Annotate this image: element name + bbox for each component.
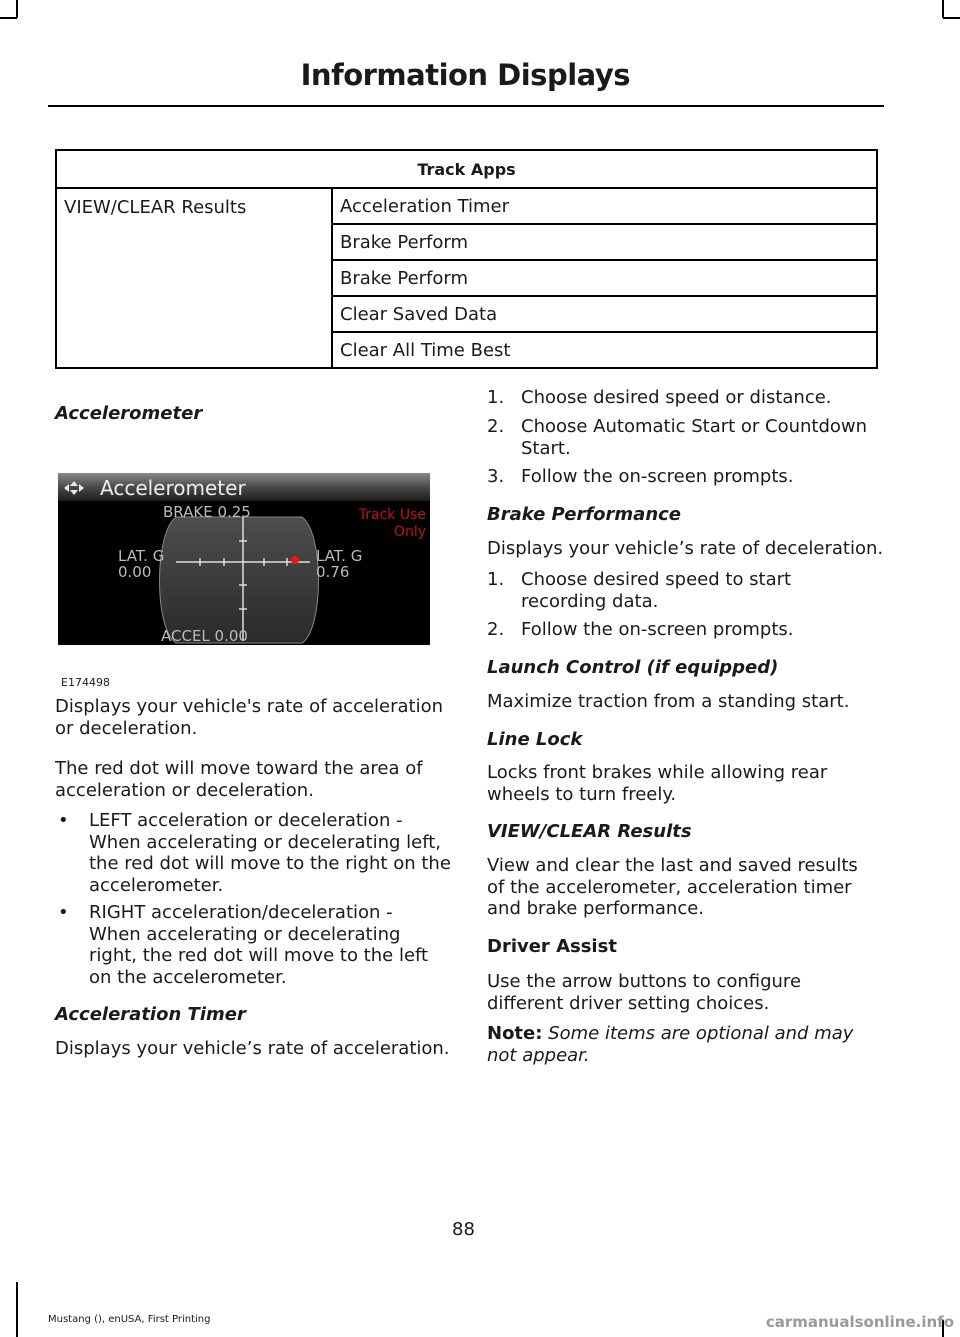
text-line: Displays your vehicle's rate of acceleration	[55, 696, 444, 717]
text-line: the red dot will move to the right on the	[89, 853, 451, 874]
page-title: Information Displays	[300, 58, 630, 92]
track-apps-table	[55, 149, 878, 369]
accelerometer-screenshot	[58, 473, 430, 645]
table-cell: Brake Perform	[332, 224, 877, 260]
table-cell: Acceleration Timer	[332, 188, 877, 224]
text-line: Start.	[521, 437, 571, 459]
note-label: Note:	[487, 1023, 543, 1044]
section-heading: Accelerometer	[55, 403, 203, 424]
crop-mark	[943, 17, 960, 19]
table-left-cell: VIEW/CLEAR Results	[56, 188, 332, 368]
text-line: The red dot will move toward the area of	[55, 758, 423, 779]
text-line: Choose Automatic Start or Countdown	[521, 416, 868, 437]
figure-code: E174498	[61, 676, 110, 689]
note-text: not appear.	[487, 1044, 590, 1066]
table-title: Track Apps	[56, 150, 877, 188]
step-number: 2.	[487, 416, 505, 437]
text-line: or deceleration.	[55, 717, 198, 739]
table-cell: Brake Perform	[332, 260, 877, 296]
text-line: When accelerating or decelerating left,	[89, 831, 442, 853]
text-line: Use the arrow buttons to configure	[487, 971, 802, 992]
red-dot-icon	[291, 556, 299, 564]
paragraph	[55, 696, 443, 739]
paragraph	[487, 971, 801, 1014]
page-number: 88	[452, 1219, 475, 1240]
text-line	[487, 1045, 853, 1067]
section-heading: Brake Performance	[487, 504, 682, 525]
text-line: right, the red dot will move to the left	[89, 945, 429, 966]
section-heading: Driver Assist	[487, 936, 617, 957]
note-text: Some items are optional and may	[542, 1023, 854, 1044]
text-line: different driver setting choices.	[487, 992, 770, 1014]
step-number: 1.	[487, 387, 505, 408]
crop-mark	[16, 1282, 18, 1337]
lat-g-left-label: LAT. G	[118, 547, 165, 565]
crop-mark	[942, 0, 944, 18]
text-line: Choose desired speed to start	[521, 569, 792, 590]
text-line: View and clear the last and saved results	[487, 855, 858, 876]
paragraph	[487, 855, 858, 920]
track-use-label: Only	[393, 524, 426, 540]
accel-readout: ACCEL 0.00	[161, 627, 248, 645]
bullet: •	[58, 810, 69, 831]
list-item	[89, 902, 428, 988]
text-line: wheels to turn freely.	[487, 783, 677, 805]
header-divider	[48, 105, 884, 107]
crop-mark	[0, 17, 17, 19]
text-line: on the accelerometer.	[89, 966, 287, 988]
text-line: recording data.	[521, 590, 659, 612]
list-item	[521, 569, 791, 612]
step-number: 1.	[487, 569, 505, 590]
paragraph	[55, 758, 423, 801]
accelerometer-display	[58, 473, 430, 645]
list-item: Follow the on-screen prompts.	[521, 466, 794, 487]
lat-g-right-label: LAT. G	[316, 547, 363, 565]
text-line	[487, 1023, 853, 1045]
section-heading: VIEW/CLEAR Results	[487, 821, 692, 842]
paragraph	[487, 762, 827, 805]
text-line: Locks front brakes while allowing rear	[487, 762, 828, 783]
list-item	[521, 416, 867, 459]
bullet: •	[58, 902, 69, 923]
section-heading: Acceleration Timer	[55, 1004, 246, 1025]
text-line: of the accelerometer, acceleration timer	[487, 876, 852, 898]
list-item: Choose desired speed or distance.	[521, 387, 832, 408]
paragraph: Displays your vehicle’s rate of deceleration.	[487, 538, 884, 559]
screen-title: Accelerometer	[100, 476, 246, 500]
text-line: and brake performance.	[487, 898, 705, 919]
table-cell: Clear Saved Data	[332, 296, 877, 332]
step-number: 2.	[487, 619, 505, 640]
text-line: acceleration or deceleration.	[55, 779, 314, 801]
track-use-label: Track Use	[358, 507, 426, 523]
paragraph: Maximize traction from a standing start.	[487, 691, 850, 712]
print-info: Mustang (), enUSA, First Printing	[48, 1314, 211, 1325]
note	[487, 1023, 853, 1066]
text-line: accelerometer.	[89, 874, 224, 896]
table-cell: Clear All Time Best	[332, 332, 877, 368]
crop-mark	[16, 0, 18, 18]
text-line: LEFT acceleration or deceleration -	[89, 810, 403, 831]
list-item	[89, 810, 451, 896]
section-heading: Launch Control (if equipped)	[487, 657, 779, 678]
text-line: When accelerating or decelerating	[89, 923, 401, 945]
watermark: carmanualsonline.info	[765, 1313, 954, 1331]
paragraph: Displays your vehicle’s rate of acceleration.	[55, 1038, 450, 1059]
lat-g-left-value: 0.00	[118, 563, 152, 581]
section-heading: Line Lock	[487, 729, 583, 750]
brake-readout: BRAKE 0.25	[163, 503, 251, 521]
step-number: 3.	[487, 466, 505, 487]
lat-g-right-value: 0.76	[316, 563, 350, 581]
list-item: Follow the on-screen prompts.	[521, 619, 794, 640]
text-line: RIGHT acceleration/deceleration -	[89, 902, 393, 923]
